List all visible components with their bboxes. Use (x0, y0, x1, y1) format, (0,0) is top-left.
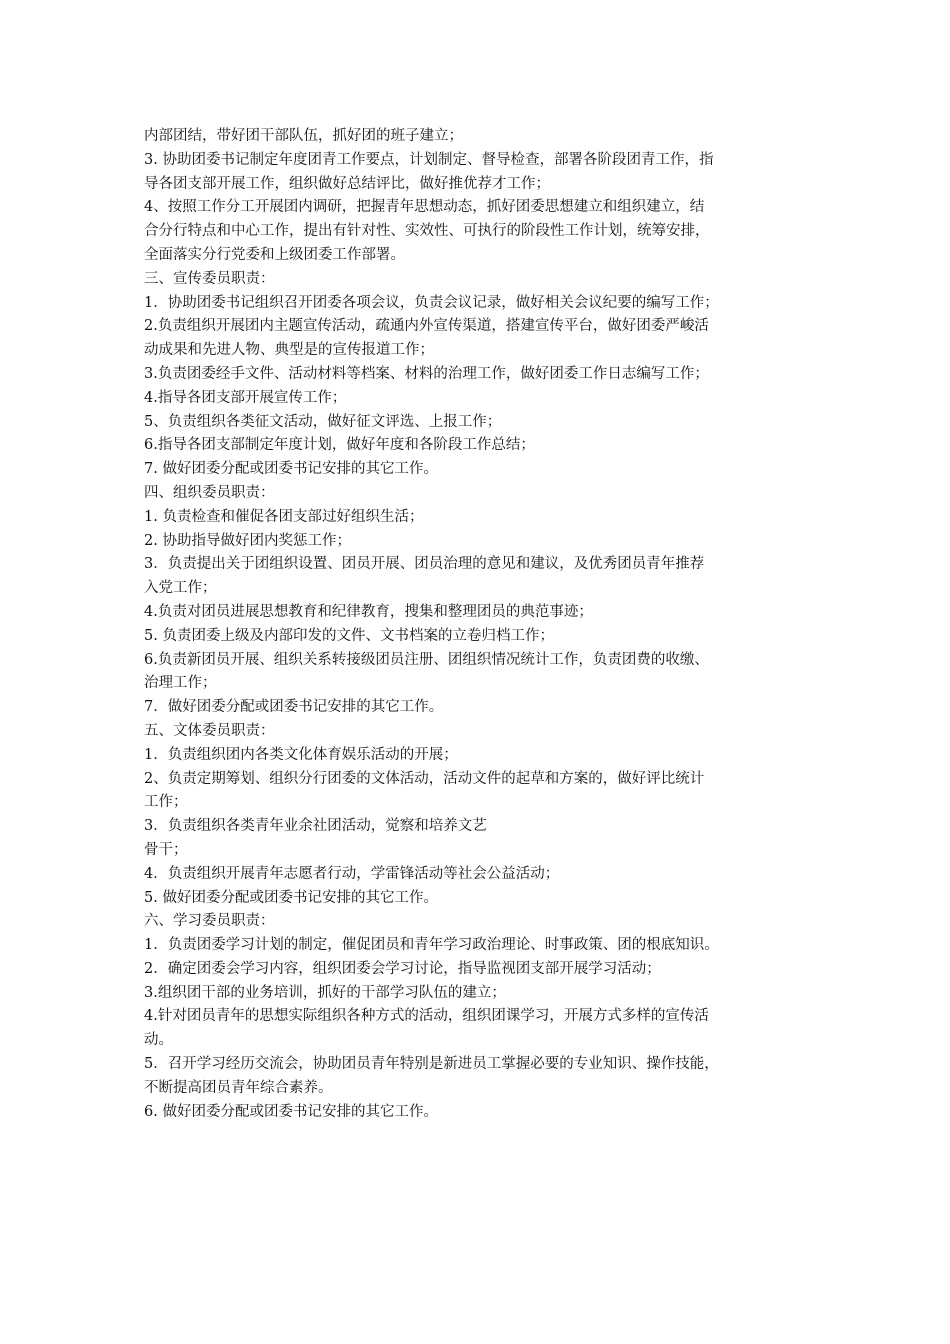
text-line: 4.指导各团支部开展宣传工作； (144, 389, 347, 406)
text-line: 5．召开学习经历交流会，协助团员青年特别是新进员工掌握必要的专业知识、操作技能， (144, 1056, 719, 1073)
text-line: 骨干； (144, 841, 188, 858)
text-line: 3.负责团委经手文件、活动材料等档案、材料的治理工作，做好团委工作日志编写工作； (144, 365, 709, 382)
text-line: 内部团结，带好团干部队伍，抓好团的班子建立； (144, 128, 463, 144)
document-body (144, 125, 824, 1124)
text-line: 不断提高团员青年综合素养。 (144, 1079, 333, 1096)
text-line: 7．做好团委分配或团委书记安排的其它工作。 (144, 699, 444, 716)
text-line: 治理工作； (144, 675, 217, 692)
section-heading: 四、组织委员职责： (144, 484, 275, 501)
text-line: 工作； (144, 794, 188, 811)
text-line: 合分行特点和中心工作，提出有针对性、实效性、可执行的阶段性工作计划，统筹安排， (144, 223, 710, 240)
text-line: 5、负责组织各类征文活动，做好征文评选、上报工作； (144, 413, 502, 430)
text-line: 4．负责组织开展青年志愿者行动，学雷锋活动等社会公益活动； (144, 865, 560, 882)
text-line: 1．负责组织团内各类文化体育娱乐活动的开展； (144, 746, 458, 763)
text-line: 全面落实分行党委和上级团委工作部署。 (144, 246, 405, 263)
text-line: 1. 负责检查和催促各团支部过好组织生活； (144, 508, 424, 525)
text-line: 2.负责组织开展团内主题宣传活动，疏通内外宣传渠道，搭建宣传平台，做好团委严峻活 (144, 318, 709, 335)
text-line: 4、按照工作分工开展团内调研，把握青年思想动态，抓好团委思想建立和组织建立，结 (144, 199, 705, 216)
text-line: 导各团支部开展工作，组织做好总结评比，做好推优荐才工作； (144, 175, 550, 192)
text-line: 2．确定团委会学习内容，组织团委会学习讨论，指导监视团支部开展学习活动； (144, 960, 661, 977)
text-line: 2. 协助指导做好团内奖惩工作； (144, 532, 351, 549)
text-line: 3. 协助团委书记制定年度团青工作要点，计划制定、督导检查，部署各阶段团青工作，指 (144, 151, 714, 168)
text-line: 6.指导各团支部制定年度计划，做好年度和各阶段工作总结； (144, 437, 535, 454)
text-line: 7. 做好团委分配或团委书记安排的其它工作。 (144, 461, 438, 478)
text-line: 4.针对团员青年的思想实际组织各种方式的活动，组织团课学习，开展方式多样的宣传活 (144, 1008, 709, 1025)
text-line: 3．负责组织各类青年业余社团活动，觉察和培养文艺 (144, 818, 487, 835)
section-heading: 六、学习委员职责： (144, 913, 275, 930)
text-line: 入党工作； (144, 580, 217, 597)
text-line: 6. 做好团委分配或团委书记安排的其它工作。 (144, 1103, 438, 1120)
section-heading: 三、宣传委员职责： (144, 270, 275, 287)
text-line: 4.负责对团员进展思想教育和纪律教育，搜集和整理团员的典范事迹； (144, 603, 593, 620)
text-line: 5. 负责团委上级及内部印发的文件、文书档案的立卷归档工作； (144, 627, 554, 644)
text-line: 动。 (144, 1032, 173, 1049)
text-line: 1．协助团委书记组织召开团委各项会议，负责会议记录，做好相关会议纪要的编写工作； (144, 294, 719, 311)
text-line: 2、负责定期筹划、组织分行团委的文体活动，活动文件的起草和方案的，做好评比统计 (144, 770, 705, 787)
text-line: 3.组织团干部的业务培训，抓好的干部学习队伍的建立； (144, 984, 506, 1001)
text-line: 6.负责新团员开展、组织关系转接级团员注册、团组织情况统计工作，负责团费的收缴、 (144, 651, 709, 668)
section-heading: 五、文体委员职责： (144, 722, 275, 739)
text-line: 5. 做好团委分配或团委书记安排的其它工作。 (144, 889, 438, 906)
text-line: 1．负责团委学习计划的制定，催促团员和青年学习政治理论、时事政策、团的根底知识。 (144, 937, 719, 954)
text-line: 动成果和先进人物、典型是的宣传报道工作； (144, 342, 434, 359)
text-line: 3．负责提出关于团组织设置、团员开展、团员治理的意见和建议，及优秀团员青年推荐 (144, 556, 705, 573)
